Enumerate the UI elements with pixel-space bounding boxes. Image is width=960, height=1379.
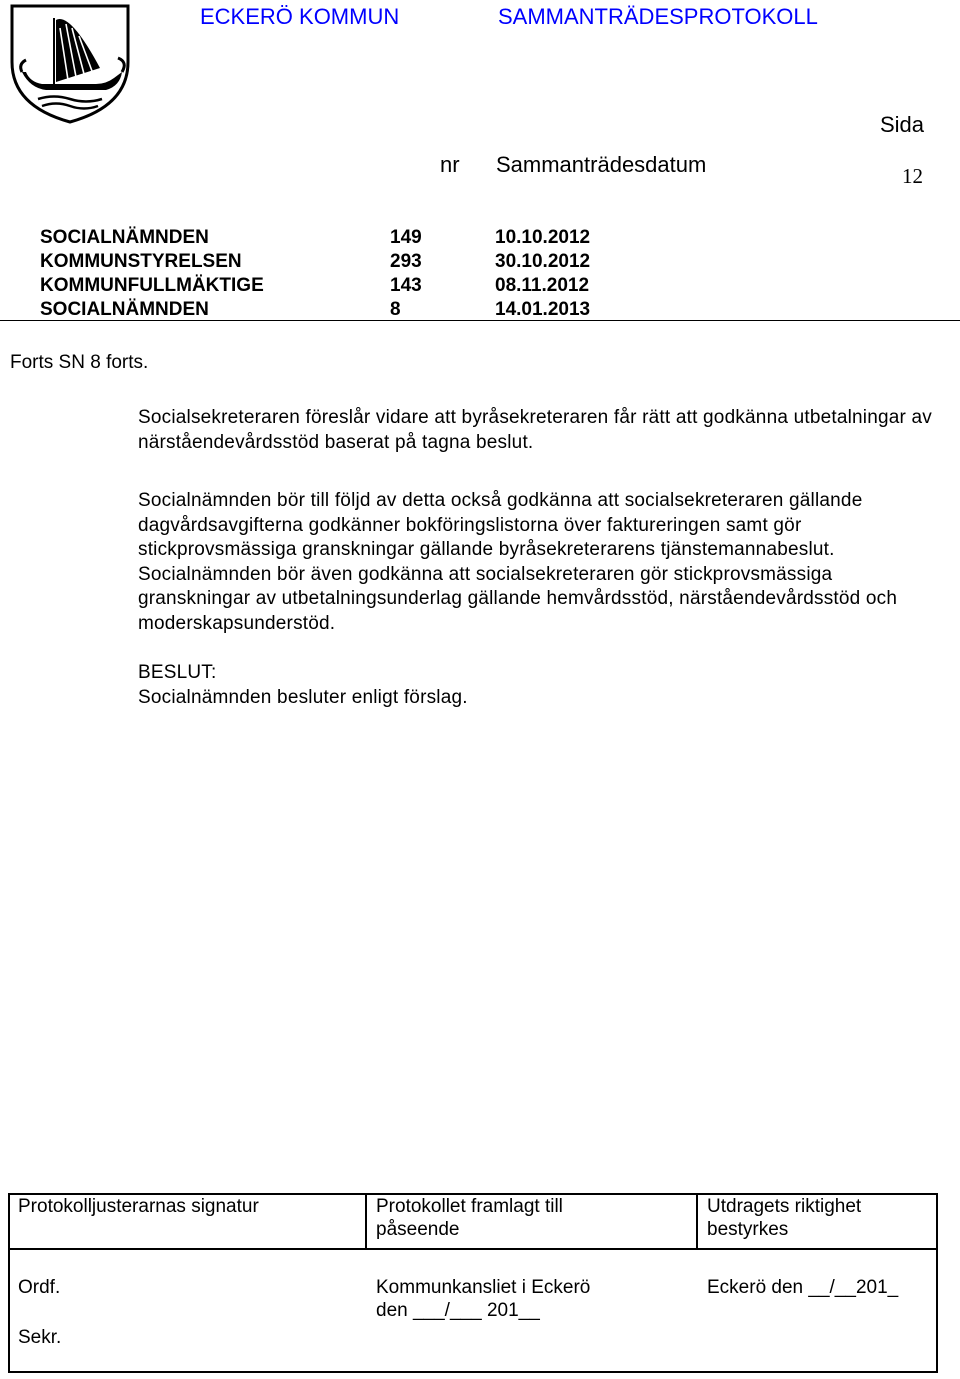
meeting-date: 14.01.2013 [495,299,591,320]
signature-box [8,1193,938,1373]
presented-location: Kommunkansliet i Eckerö [376,1277,591,1298]
signature-header-adjusters: Protokolljusterarnas signatur [18,1196,259,1217]
meeting-date: 10.10.2012 [495,227,591,248]
continuation-reference: Forts SN 8 forts. [10,352,149,373]
signature-header-certified-cont: bestyrkes [707,1219,789,1240]
meeting-body: KOMMUNFULLMÄKTIGE [40,275,264,296]
page-number: 12 [902,164,923,188]
paragraph-proposal [138,406,938,455]
certified-date-blank: Eckerö den __/__201_ [707,1277,899,1298]
meeting-number: 8 [390,299,401,320]
presented-date-blank: den ___/___ 201__ [376,1300,540,1321]
decision-text: Socialnämnden besluter enligt förslag. [138,687,468,708]
meeting-body: KOMMUNSTYRELSEN [40,251,242,272]
meeting-number: 143 [390,275,422,296]
date-column-header: Sammanträdesdatum [496,152,707,177]
column-divider [365,1195,367,1248]
signature-header-certified: Utdragets riktighet [707,1196,862,1217]
paragraph-text: Socialsekreteraren föreslår vidare att byråsekreteraren får rätt att godkänna utbetalningar av närståendevårdsstöd baserat på tagna beslut. [138,407,932,453]
secretary-signature-label: Sekr. [18,1327,62,1348]
meeting-body: SOCIALNÄMNDEN [40,227,209,248]
meeting-number: 293 [390,251,422,272]
header-row-divider [10,1248,936,1250]
signature-header-presented: Protokollet framlagt till [376,1196,563,1217]
decision-heading: BESLUT: [138,662,217,683]
paragraph-text: Socialnämnden bör till följd av detta också godkänna att socialsekreteraren gällande dagvårdsavgifterna godkänner bokföringslistorna över faktureringen samt gör stickprovsmässiga granskningar gällande byråsekreterarens tjänstemannabeslut. Socialnämnden bör även godkänna att socialsekreteraren gör stickprovsmässiga granskningar av utbetalningsunderlag gällande hemvårdsstöd, närståendevårdsstöd och moderskapsunderstöd. [138,490,898,634]
document-type-title: SAMMANTRÄDESPROTOKOLL [498,4,818,29]
municipality-name: ECKERÖ KOMMUN [200,4,400,29]
meeting-date: 08.11.2012 [495,275,590,296]
page-label: Sida [880,112,925,137]
meeting-body: SOCIALNÄMNDEN [40,299,209,320]
column-divider [696,1195,698,1248]
meeting-date: 30.10.2012 [495,251,591,272]
meeting-number: 149 [390,227,422,248]
municipal-coat-of-arms-logo [8,2,132,124]
header-divider [0,320,960,321]
nr-column-header: nr [440,152,460,177]
paragraph-approval [138,489,938,636]
chairman-signature-label: Ordf. [18,1277,61,1298]
signature-header-presented-cont: påseende [376,1219,460,1240]
